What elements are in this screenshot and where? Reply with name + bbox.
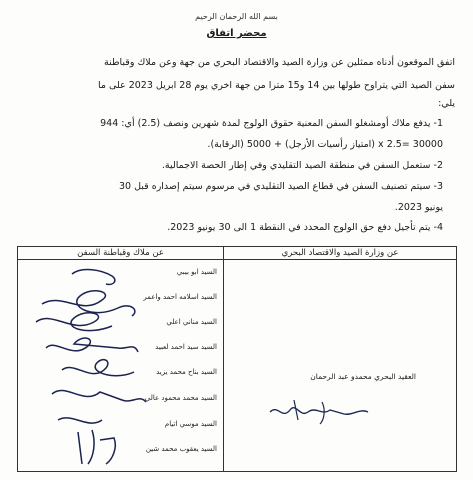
intro-line-1: اتفق الموقعون أدناه ممثلين عن وزارة الصيد والاقتصاد البحري من جهة وعن ملاك وقباطنة: [104, 57, 455, 68]
owner-name-2: السيد اسلامه احمد واعمر: [143, 293, 217, 301]
item-3-line-2: يونيو 2023.: [394, 202, 443, 213]
item-1-line-2: x 2.5= 30000 (امتياز رأسيات الأرجل) + 5000 (الرقابة).: [207, 139, 443, 150]
owner-name-1: السيد ابو بيبي: [176, 268, 217, 276]
signature-table: [17, 246, 457, 472]
owner-name-6: السيد محمد محمود عالي: [144, 394, 217, 402]
owner-name-8: السيد يعقوب محمد شين: [145, 445, 217, 453]
intro-line-2: سفن الصيد التي يتراوح طولها بين 14 و15 مترا من جهة اخري يوم 28 ابريل 2023 على ما: [97, 80, 455, 91]
document-title: محضر اتفاق: [206, 28, 267, 39]
owners-cell: [18, 260, 224, 472]
item-2: 2- ستعمل السفن في منطقة الصيد التقليدي وفي إطار الحصة الاجمالية.: [161, 160, 443, 171]
owner-name-7: السيد موسي اتيام: [164, 420, 217, 428]
ministry-cell: [224, 260, 457, 472]
owner-name-5: السيد بناح محمد يزيد: [156, 368, 217, 376]
ministry-signatory-name: العقيد البحري محمدو عبد الرحمان: [310, 372, 416, 381]
ministry-signature: [264, 390, 384, 430]
owners-header: عن ملاك وقباطنة السفن: [18, 247, 224, 260]
item-4: 4- يتم تأجيل دفع حق الولوج المحدد في النقطة 1 الى 30 يونيو 2023.: [167, 222, 443, 233]
owner-name-4: السيد سيد احمد لعبيد: [155, 343, 217, 351]
ministry-header: عن وزارة الصيد والاقتصاد البحري: [224, 247, 457, 260]
owner-name-3: السيد مناني اعلي: [166, 318, 217, 326]
basmala: بسم الله الرحمان الرحيم: [195, 12, 278, 21]
item-3-line-1: 3- سيتم تصنيف السفن في قطاع الصيد التقليدي في مرسوم سيتم إصداره قبل 30: [118, 181, 443, 192]
item-1-line-1: 1- يدفع ملاك أومشغلو السفن المعنية حقوق الولوج لمدة شهرين ونصف (2.5) أي: 944: [100, 118, 443, 129]
owners-signatures: [22, 264, 162, 469]
intro-line-3: يلي:: [438, 98, 455, 109]
